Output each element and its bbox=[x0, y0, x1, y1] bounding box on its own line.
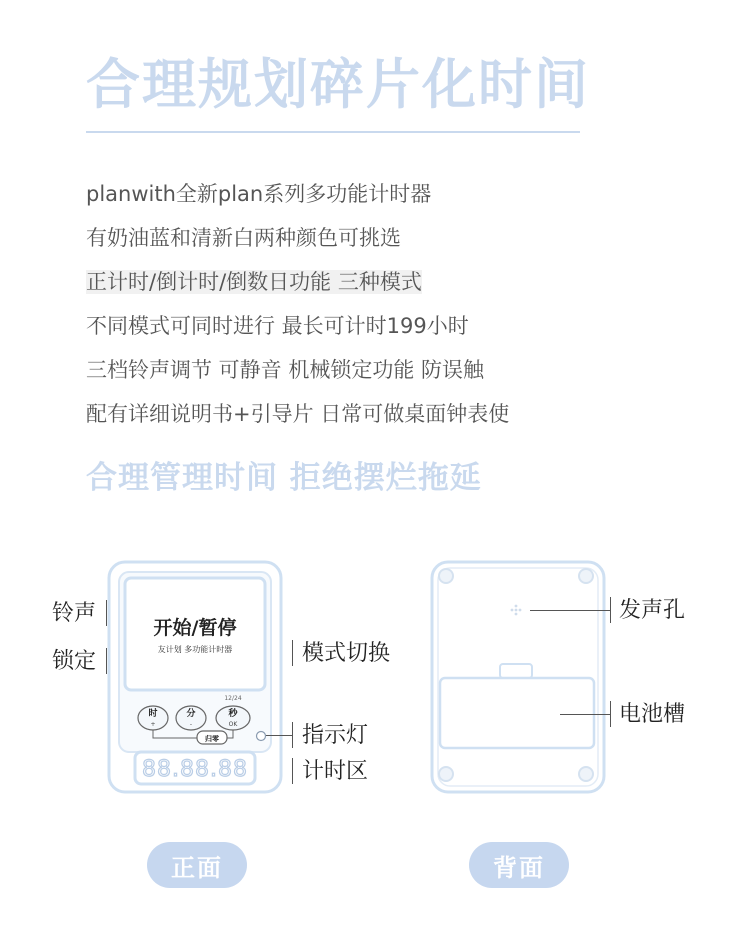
speaker-leader bbox=[610, 597, 611, 623]
screen-subtitle: 友计划 多功能计时器 bbox=[157, 645, 233, 654]
second-button-label: 秒 bbox=[228, 709, 238, 719]
feature-item: 配有详细说明书+引导片 日常可做桌面钟表使 bbox=[86, 402, 510, 426]
speaker-leader-h bbox=[530, 610, 610, 611]
foot-pad bbox=[579, 569, 593, 583]
bell-leader bbox=[106, 600, 107, 626]
feature-item: 正计时/倒计时/倒数日功能 三种模式 bbox=[86, 270, 422, 294]
minute-button-sub: - bbox=[189, 721, 193, 728]
foot-pad bbox=[439, 569, 453, 583]
indicator-light bbox=[257, 732, 266, 741]
feature-item: 三档铃声调节 可静音 机械锁定功能 防误触 bbox=[86, 358, 485, 382]
indicator-label: 指示灯 bbox=[302, 723, 369, 748]
foot-pad bbox=[579, 767, 593, 781]
timer-leader bbox=[292, 758, 293, 784]
timer-digits: 88.88.88 bbox=[142, 757, 248, 782]
back-caption: 背面 bbox=[469, 842, 569, 888]
back-device-illustration bbox=[428, 560, 608, 796]
lock-label: 锁定 bbox=[52, 649, 97, 674]
reset-label: 归零 bbox=[205, 735, 219, 743]
front-caption: 正面 bbox=[147, 842, 247, 888]
minute-button-label: 分 bbox=[186, 709, 196, 719]
front-device-illustration bbox=[105, 560, 285, 796]
indicator-leader bbox=[292, 722, 293, 748]
date-mark: 12/24 bbox=[224, 695, 242, 702]
lock-leader bbox=[106, 648, 107, 674]
second-button-sub: OK bbox=[228, 721, 238, 728]
feature-item: planwith全新plan系列多功能计时器 bbox=[86, 182, 432, 206]
screen-title: 开始/暂停 bbox=[153, 617, 237, 639]
battery-leader bbox=[610, 701, 611, 727]
hour-button-sub: + bbox=[150, 721, 156, 728]
subtitle: 合理管理时间 拒绝摆烂拖延 bbox=[86, 460, 482, 496]
battery-label: 电池槽 bbox=[619, 702, 686, 727]
hour-button-label: 时 bbox=[148, 709, 158, 719]
foot-pad bbox=[439, 767, 453, 781]
timer-area-label: 计时区 bbox=[302, 759, 369, 784]
mode-switch-label: 模式切换 bbox=[302, 641, 391, 666]
battery-cover bbox=[440, 678, 594, 748]
indicator-leader-h bbox=[266, 735, 292, 736]
bell-label: 铃声 bbox=[52, 601, 97, 626]
battery-leader-h bbox=[560, 714, 610, 715]
feature-item: 有奶油蓝和清新白两种颜色可挑选 bbox=[86, 226, 401, 250]
speaker-label: 发声孔 bbox=[619, 598, 686, 623]
feature-item: 不同模式可同时进行 最长可计时199小时 bbox=[86, 314, 469, 338]
battery-latch bbox=[500, 664, 532, 678]
feature-list bbox=[86, 172, 509, 436]
title-divider bbox=[86, 131, 580, 133]
mode-leader bbox=[292, 640, 293, 666]
page-title: 合理规划碎片化时间 bbox=[86, 53, 590, 116]
